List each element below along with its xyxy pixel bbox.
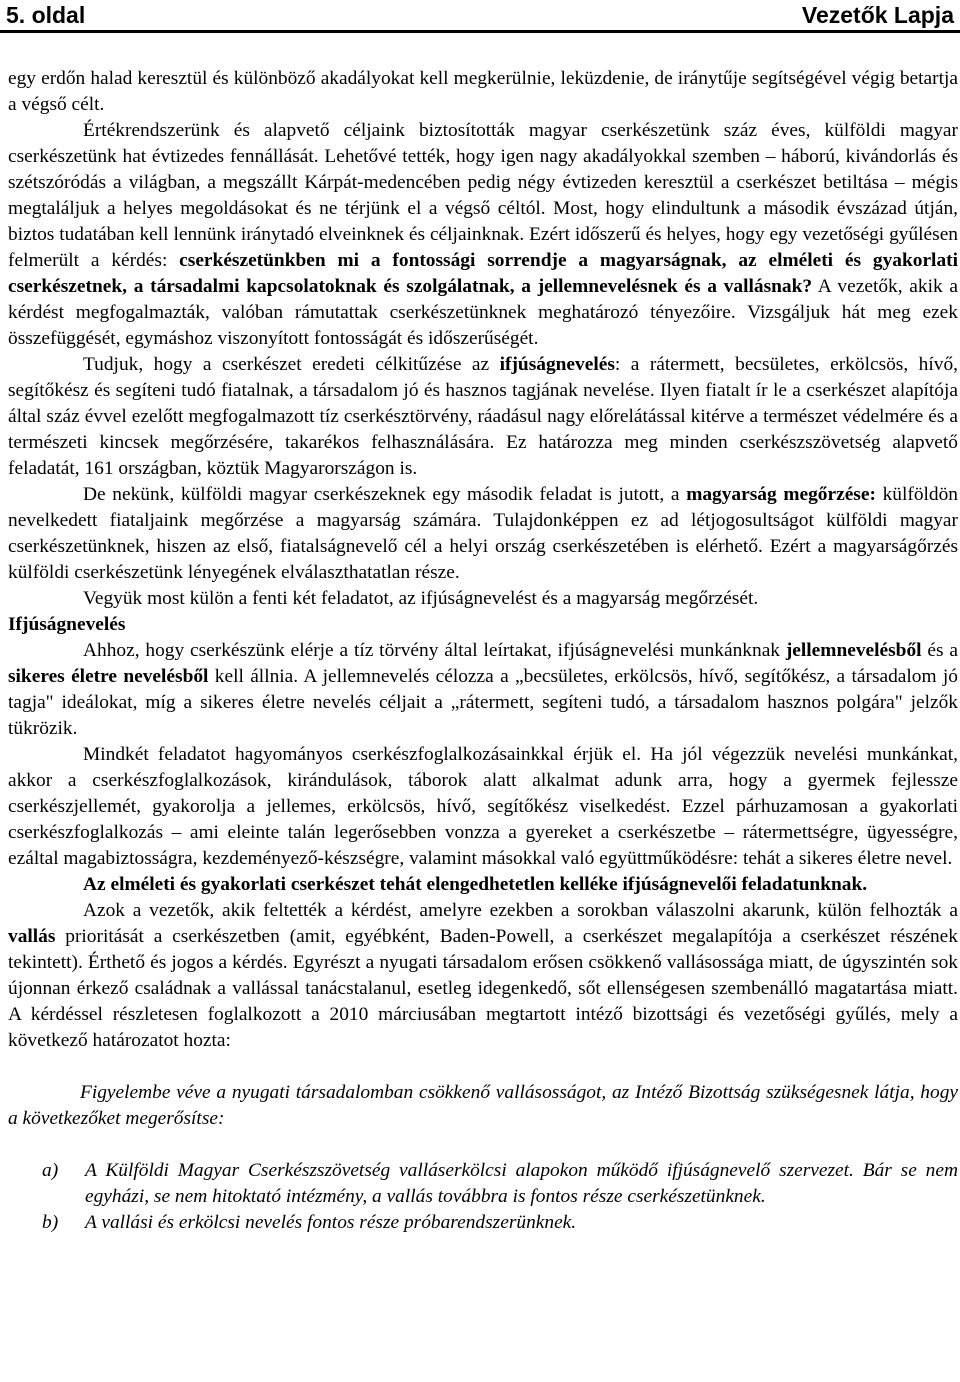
list-item	[8, 1158, 958, 1210]
list-item-text: A Külföldi Magyar Cserkészszövetség valláserkölcsi alapokon működő ifjúságnevelő szervezet. Bár se nem egyházi, se nem hitoktató intézmény, a vallás továbbra is fontos része cserkészetünknek.	[85, 1160, 958, 1207]
paragraph-9-text: Azok a vezetők, akik feltették a kérdést, amelyre ezekben a sorokban válaszolni akarunk, külön felhozták a	[83, 900, 958, 921]
paragraph-5: Vegyük most külön a fenti két feladatot, az ifjúságnevelést és a magyarság megőrzését.	[83, 588, 759, 609]
paragraph-4	[8, 482, 958, 586]
paragraph-2	[8, 118, 958, 352]
resolution-quote: Figyelembe véve a nyugati társadalomban csökkenő vallásosságot, az Intéző Bizottság szükségesnek látja, hogy a következőket megerősítse:	[8, 1082, 958, 1129]
paragraph-4-emphasis: magyarság megőrzése:	[686, 484, 876, 505]
list-marker: b)	[42, 1212, 59, 1233]
section-heading: Ifjúságnevelés	[8, 614, 126, 635]
paragraph-9-text-end: prioritását a cserkészetben (amit, egyébként, Baden-Powell, a cserkészet megalapítója a cserkészet részének tekintett). Érthető és jogos a kérdés. Egyrészt a nyugati társadalom erősen csökkenő vallásossága miatt, de úgyszintén sok újonnan érkező családnak a vallással tanácstalanul, esetleg idegenkedő, sőt ellenségesen szembenálló magatartása miatt. A kérdéssel részletesen foglalkozott a 2010 márciusában megtartott intéző bizottsági és vezetőségi gyűlés, mely a következő határozatot hozta:	[8, 926, 958, 1051]
list-marker: a)	[42, 1160, 59, 1181]
paragraph-6-emphasis-2: sikeres életre nevelésből	[8, 666, 209, 687]
paragraph-6-text-mid: és a	[921, 640, 958, 661]
paragraph-2-text-end: A vezetők, akik a kérdést megfogalmazták, valóban rámutattak cserkészetünknek meghatározó tényezőire. Vizsgáljuk hát meg ezek összefüggését, egymáshoz viszonyított fontosságát és időszerűségét.	[8, 276, 959, 349]
paragraph-9-emphasis: vallás	[8, 926, 56, 947]
page-number: 5. oldal	[6, 1, 86, 28]
paragraph-9	[8, 898, 958, 1054]
resolution-list	[8, 1158, 958, 1236]
paragraph-4-text: De nekünk, külföldi magyar cserkészeknek egy második feladat is jutott, a	[83, 484, 687, 505]
paragraph-4-text-end: külföldön nevelkedett fiataljaink megőrzése a magyarság számára. Tulajdonképpen ez ad létjogosultságot külföldi magyar cserkészetünknek, hiszen az első, fiatalságnevelő cél a helyi ország cserkészetében is elérhető. Ezért a magyarságőrzés külföldi cserkészetünk lényegének elválaszthatatlan része.	[8, 484, 958, 583]
journal-title: Vezetők Lapja	[801, 1, 954, 28]
paragraph-2-question: cserkészetünkben mi a fontossági sorrendje a magyarságnak, az elméleti és gyakorlati cserkészetnek, a társadalmi kapcsolatoknak és szolgálatnak, a jellemnevelésnek és a vallásnak?	[8, 250, 958, 297]
paragraph-3-emphasis: ifjúságnevelés	[499, 354, 615, 375]
paragraph-2-text: Értékrendszerünk és alapvető céljaink biztosították magyar cserkészetünk száz éves, külföldi magyar cserkészetünk hat évtizedes fennállását. Lehetővé tették, hogy igen nagy akadályokkal szemben – háború, kivándorlás és szétszóródás a világban, a megszállt Kárpát-medencében pedig négy évtizeden keresztül a cserkészet betiltása – mégis megtaláljuk a helyes megoldásokat és ne térjünk el a végső céltól. Most, hogy elindultunk a második évszázad útján, biztos tudatában kell lennünk iránytadó elveinknek és céljainknak. Ezért időszerű és helyes, hogy egy vezetőségi gyűlésen felmerült a kérdés:	[8, 120, 958, 271]
article-body	[8, 66, 958, 1236]
paragraph-3-text-end: : a rátermett, becsületes, erkölcsös, hívő, segítőkész és segíteni tudó fiatalnak, a társadalom jó és hasznos tagjának nevelése. Ilyen fiatalt ír le a cserkészet alapítója által száz évvel ezelőtt megfogalmazott tíz cserkésztörvény, ráadásul nagy előrelátással kitérve a természet védelmére és a természeti kincsek megőrzésére, takarékos felhasználására. Ez határozza meg minden cserkészszövetség alapvető feladatát, 161 országban, köztük Magyarországon is.	[8, 354, 958, 479]
paragraph-1: egy erdőn halad keresztül és különböző akadályokat kell megkerülnie, leküzdenie, de iránytűje segítségével végig betartja a végső célt.	[8, 68, 958, 115]
paragraph-8: Az elméleti és gyakorlati cserkészet tehát elengedhetetlen kelléke ifjúságnevelői feladatunknak.	[83, 874, 868, 895]
paragraph-6-text: Ahhoz, hogy cserkészünk elérje a tíz törvény által leírtakat, ifjúságnevelési munkánknak	[83, 640, 786, 661]
page-header	[0, 0, 960, 30]
paragraph-3	[8, 352, 958, 482]
paragraph-6	[8, 638, 958, 742]
paragraph-7: Mindkét feladatot hagyományos cserkészfoglalkozásainkkal érjük el. Ha jól végezzük nevelési munkánkat, akkor a cserkészfoglalkozások, kirándulások, táborok alatt alkalmat adunk arra, hogy a gyermek fejlessze cserkészjellemét, gyakorolja a jellemes, erkölcsös, hívő, segítőkész viselkedést. Ezzel párhuzamosan a gyakorlati cserkészfoglalkozás – ami eleinte talán legerősebben vonzza a gyereket a cserkészetbe – rátermettségre, ügyességre, ezáltal magabiztosságra, kezdeményező-készségre, valamint másokkal való együttműködésre: tehát a sikeres életre nevel.	[8, 744, 958, 869]
list-item-text: A vallási és erkölcsi nevelés fontos része próbarendszerünknek.	[85, 1212, 577, 1233]
paragraph-6-text-end: kell állnia. A jellemnevelés célozza a „becsületes, erkölcsös, hívő, segítőkész, a társadalom jó tagja" ideálokat, míg a sikeres életre nevelés céljait a „rátermett, segíteni tudó, a társadalom hasznos polgára" jelzők tükrözik.	[8, 666, 958, 739]
list-item	[8, 1210, 958, 1236]
paragraph-6-emphasis-1: jellemnevelésből	[785, 640, 922, 661]
paragraph-3-text: Tudjuk, hogy a cserkészet eredeti célkitűzése az	[83, 354, 500, 375]
header-divider	[0, 30, 960, 33]
